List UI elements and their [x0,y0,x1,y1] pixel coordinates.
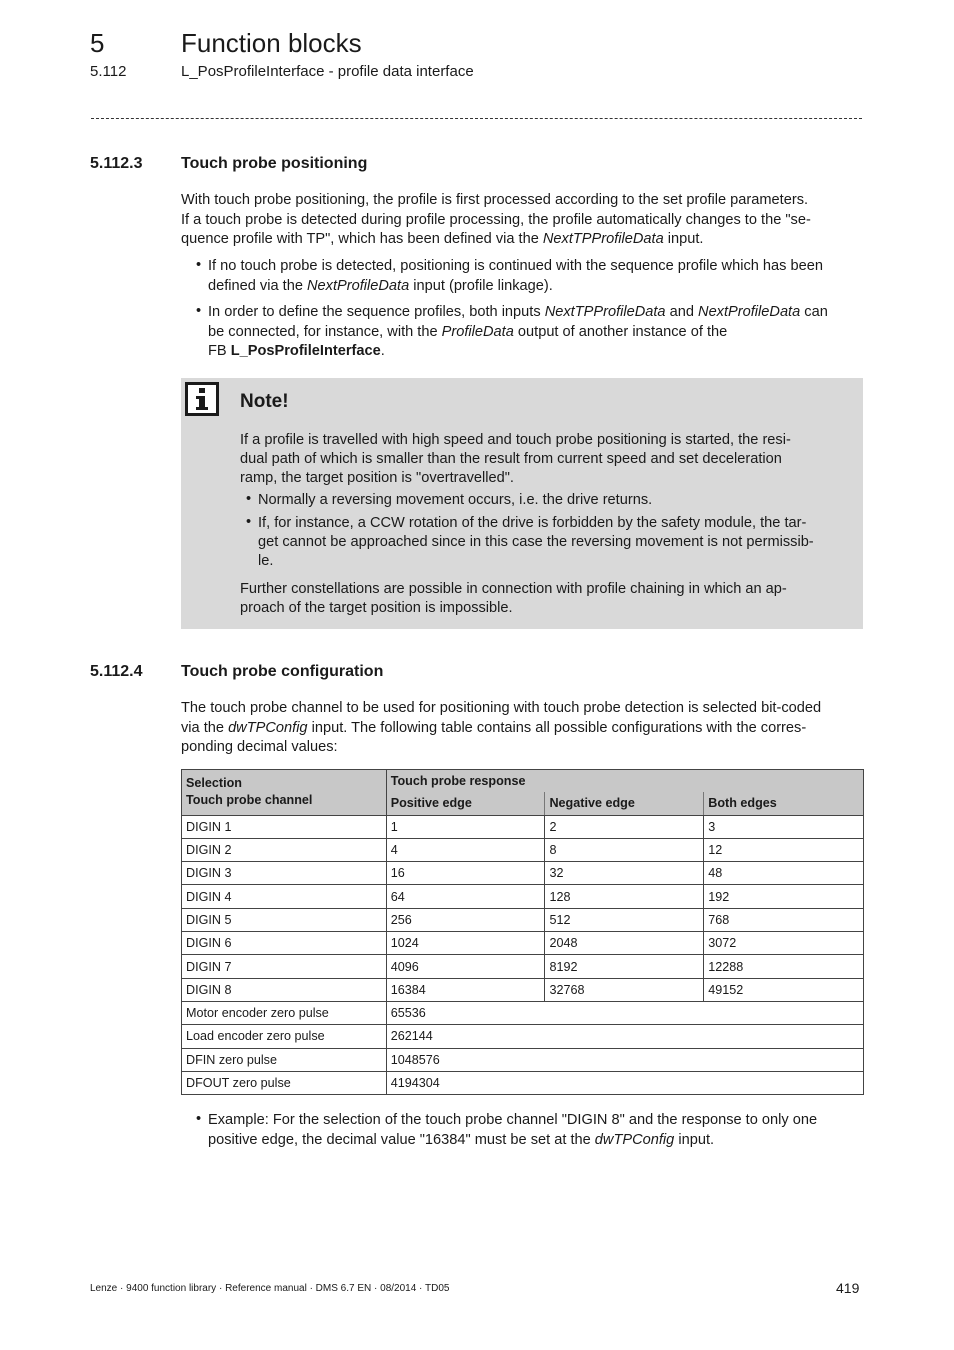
footer-text: Lenze · 9400 function library · Reference manual · DMS 6.7 EN · 08/2014 · TD05 [90,1283,450,1294]
table-row: DIGIN 5 256 512 768 [182,908,864,931]
table-header-response: Touch probe response [386,770,863,793]
config-intro-paragraph: The touch probe channel to be used for positioning with touch probe detection is selected bit-coded via the dwTPConfig input. The following table contains all possible configurations with the corres- ponding decimal values: [181,700,822,755]
intro-line: With touch probe positioning, the profile is first processed according to the set profile parameters. [181,192,809,208]
intro-line: If a touch probe is detected during profile processing, the profile automatically changes to the "se- [181,211,811,228]
subsection-title-touch-probe-positioning: Touch probe positioning [181,155,368,172]
chapter-title: Function blocks [181,28,362,58]
table-row: Motor encoder zero pulse 65536 [182,1001,864,1024]
table-row: Load encoder zero pulse 262144 [182,1025,864,1048]
bullet-marker: • [196,303,202,319]
note-bullet-text: If, for instance, a CCW rotation of the drive is forbidden by the safety module, the tar- get cannot be approached since in this case the reversing movement is not permissib- le. [258,515,814,570]
touch-probe-config-table [181,769,864,1095]
table-row: DIGIN 4 64 128 192 [182,885,864,908]
note-bullet-text: Normally a reversing movement occurs, i.e. the drive returns. [258,492,653,508]
table-row: DFIN zero pulse 1048576 [182,1048,864,1071]
section-number: 5.112 [90,63,127,80]
table-header-selection: Selection Touch probe channel [182,770,387,816]
section-title: L_PosProfileInterface - profile data interface [181,63,474,80]
bullet-marker: • [246,514,252,530]
table-header-negative-edge: Negative edge [545,792,704,815]
bullet-marker: • [196,1111,202,1127]
note-paragraph: Further constellations are possible in connection with profile chaining in which an ap- proach of the target position is impossible. [240,581,787,617]
table-header-both-edges: Both edges [704,792,864,815]
bullet-marker: • [246,491,252,507]
table-row: DIGIN 7 4096 8192 12288 [182,955,864,978]
note-paragraph: If a profile is travelled with high speed and touch probe positioning is started, the resi- dual path of which is smaller than the result from current speed and set deceleration ramp, the target position is "overtravelled". [240,432,791,487]
table-row: DIGIN 1 1 2 3 [182,815,864,838]
page-number: 419 [836,1280,860,1296]
table-row: DIGIN 2 4 8 12 [182,838,864,861]
note-box [181,378,863,629]
subsection-number-touch-probe-configuration: 5.112.4 [90,663,143,680]
table-row: DIGIN 8 16384 32768 49152 [182,978,864,1001]
table-row: DIGIN 6 1024 2048 3072 [182,932,864,955]
subsection-title-touch-probe-configuration: Touch probe configuration [181,663,384,680]
bullet-text: If no touch probe is detected, positioning is continued with the sequence profile which has been defined via the NextProfileData input (profile linkage). [208,258,823,294]
table-row: DFOUT zero pulse 4194304 [182,1071,864,1094]
subsection-number-touch-probe-positioning: 5.112.3 [90,155,143,172]
table-header-positive-edge: Positive edge [386,792,545,815]
bullet-marker: • [196,257,202,273]
bullet-text: In order to define the sequence profiles, both inputs NextTPProfileData and NextProfileData can be connected, for instance, with the ProfileData output of another instance of the FB L_PosProfileInterface. [208,304,828,359]
table-row: DIGIN 3 16 32 48 [182,862,864,885]
intro-paragraph [181,191,865,250]
chapter-number: 5 [90,28,105,58]
intro-line: quence profile with TP", which has been defined via the NextTPProfileData input. [181,231,704,247]
header-divider [91,118,862,119]
info-icon [185,382,219,416]
example-bullet-text: Example: For the selection of the touch probe channel "DIGIN 8" and the response to only one positive edge, the decimal value "16384" must be set at the dwTPConfig input. [208,1112,818,1148]
note-title: Note! [240,391,289,412]
